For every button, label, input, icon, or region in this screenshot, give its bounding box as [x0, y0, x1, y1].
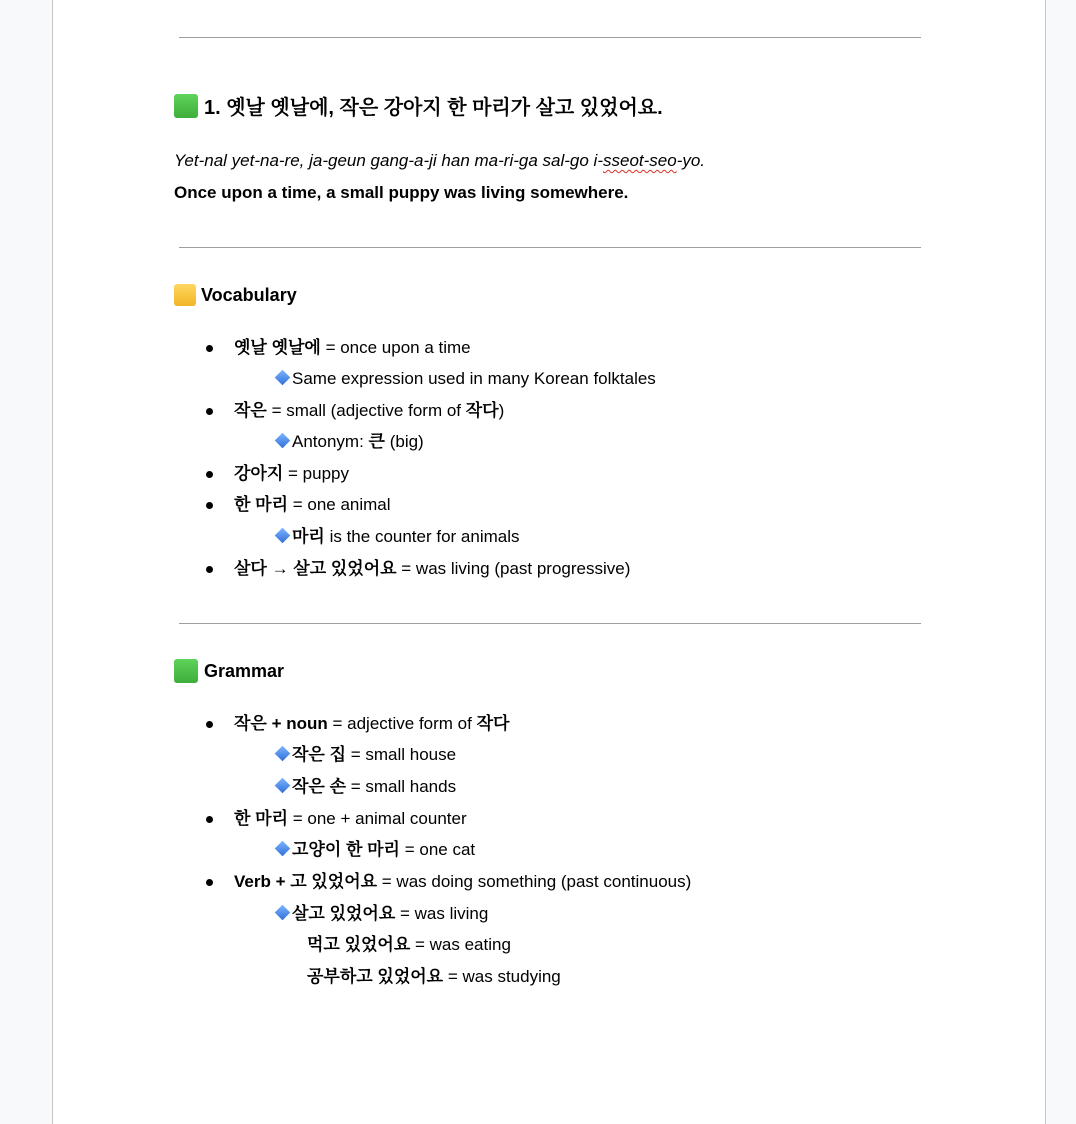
- grammar-definition: = adjective form of: [327, 714, 477, 733]
- vocab-term: 큰: [368, 432, 385, 451]
- bullet-icon: [206, 345, 213, 352]
- romanization-text: Yet-nal yet-na-re, ja-geun gang-a-ji han ma-ri-ga sal-go i-: [174, 151, 603, 170]
- grammar-term: 작은 + noun: [234, 714, 328, 733]
- vocab-definition: = once upon a time: [320, 338, 471, 357]
- grammar-example-meaning: = small hands: [346, 777, 457, 796]
- list-item: [234, 495, 391, 515]
- vocab-term: 작은: [234, 401, 267, 420]
- grammar-example: 작은 손: [292, 777, 346, 796]
- list-item: [234, 559, 630, 579]
- list-item: [234, 872, 691, 892]
- romanization-line: [174, 151, 705, 171]
- list-item: [234, 464, 349, 484]
- translation-line: Once upon a time, a small puppy was living somewhere.: [174, 183, 629, 202]
- list-subitem: [275, 527, 520, 547]
- grammar-example: 살고 있었어요: [292, 904, 396, 923]
- vocab-term: 옛날 옛날에: [234, 338, 321, 357]
- green-square-icon: [174, 659, 198, 683]
- green-square-icon: [174, 94, 198, 118]
- vocab-term: 한 마리: [234, 495, 288, 514]
- list-item: [234, 338, 471, 358]
- grammar-example-meaning: = was eating: [410, 935, 511, 954]
- bullet-icon: [206, 816, 213, 823]
- grammar-example-meaning: = small house: [346, 745, 457, 764]
- bullet-icon: [206, 408, 213, 415]
- horizontal-rule: [179, 247, 921, 248]
- grammar-example: 작은 집: [292, 745, 346, 764]
- list-subitem: [275, 432, 424, 452]
- vocab-term: 강아지: [234, 464, 284, 483]
- blue-diamond-icon: [275, 528, 291, 544]
- vocab-definition: = puppy: [283, 464, 349, 483]
- grammar-example-meaning: = was studying: [443, 967, 561, 986]
- vocab-definition: ): [498, 401, 505, 420]
- blue-diamond-icon: [275, 433, 291, 449]
- vocab-note: is the counter for animals: [324, 527, 520, 546]
- vocabulary-heading: [174, 284, 297, 306]
- vocab-definition: = was living (past progressive): [396, 559, 631, 578]
- list-subitem: [275, 904, 488, 924]
- vocab-term: 작다: [465, 401, 499, 420]
- list-subitem: [275, 777, 456, 797]
- vocab-term: 마리: [292, 527, 325, 546]
- blue-diamond-icon: [275, 905, 291, 921]
- grammar-heading: [174, 659, 284, 683]
- horizontal-rule: [179, 623, 921, 624]
- bullet-icon: [206, 502, 213, 509]
- vocab-note: Antonym:: [292, 432, 369, 451]
- blue-diamond-icon: [275, 370, 291, 386]
- section-heading: [174, 91, 663, 120]
- vocab-term: 살다 → 살고 있었어요: [234, 559, 397, 578]
- bullet-icon: [206, 471, 213, 478]
- list-subitem: [307, 935, 511, 955]
- vocab-definition: = one animal: [288, 495, 391, 514]
- section-heading-text: 1. 옛날 옛날에, 작은 강아지 한 마리가 살고 있었어요.: [204, 97, 663, 119]
- grammar-term: 작다: [476, 714, 510, 733]
- list-subitem: [275, 745, 456, 765]
- grammar-example-meaning: = was living: [395, 904, 489, 923]
- romanization-end: -yo.: [676, 151, 706, 170]
- vocab-note: (big): [384, 432, 424, 451]
- bullet-icon: [206, 566, 213, 573]
- vocabulary-heading-text: Vocabulary: [201, 284, 297, 305]
- grammar-heading-text: Grammar: [204, 660, 285, 681]
- grammar-term: Verb + 고 있었어요: [234, 872, 378, 891]
- grammar-definition: = one + animal counter: [288, 809, 467, 828]
- vocab-note: Same expression used in many Korean folktales: [292, 369, 656, 388]
- grammar-example-meaning: = one cat: [399, 840, 476, 859]
- blue-diamond-icon: [275, 746, 291, 762]
- grammar-definition: = was doing something (past continuous): [377, 872, 692, 891]
- grammar-example: 먹고 있었어요: [307, 935, 411, 954]
- list-subitem: [275, 840, 475, 860]
- blue-diamond-icon: [275, 778, 291, 794]
- vocab-definition: = small (adjective form of: [266, 401, 466, 420]
- bullet-icon: [206, 721, 213, 728]
- blue-diamond-icon: [275, 841, 291, 857]
- grammar-example: 고양이 한 마리: [292, 840, 400, 859]
- horizontal-rule: [179, 37, 921, 38]
- list-subitem: [275, 369, 656, 389]
- grammar-term: 한 마리: [234, 809, 288, 828]
- list-item: [234, 809, 467, 829]
- document-page: [52, 0, 1046, 1124]
- yellow-square-icon: [174, 284, 196, 306]
- list-item: [234, 714, 509, 734]
- bullet-icon: [206, 879, 213, 886]
- list-item: [234, 401, 504, 421]
- misspelled-word[interactable]: sseot-seo: [602, 151, 677, 170]
- list-subitem: [307, 967, 561, 987]
- grammar-example: 공부하고 있었어요: [307, 967, 444, 986]
